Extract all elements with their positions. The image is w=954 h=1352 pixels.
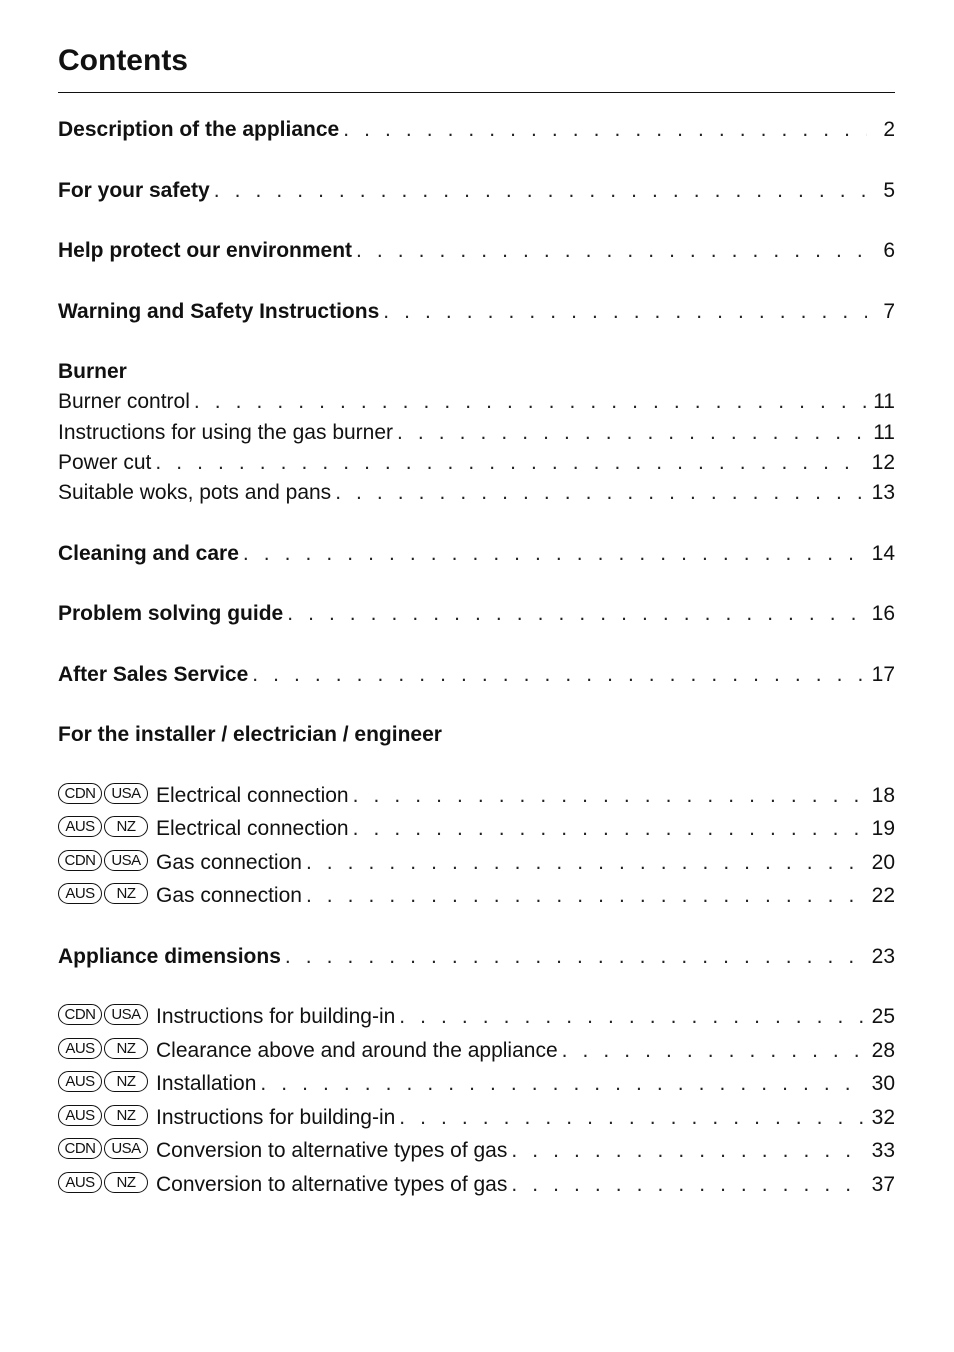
- country-badges: [58, 883, 148, 904]
- country-badges: [58, 1071, 148, 1092]
- toc-entry-label: Electrical connection: [156, 817, 349, 840]
- dot-leader: [335, 478, 865, 508]
- toc-entry-appliance-dimensions[interactable]: [58, 942, 895, 972]
- country-badge-nz: NZ: [104, 816, 148, 837]
- country-badges: [58, 1004, 148, 1025]
- country-badge-cdn: CDN: [58, 783, 102, 804]
- dot-leader: [155, 448, 865, 478]
- toc-entry-electrical-cdn-usa[interactable]: [58, 781, 895, 811]
- toc-entry-label: Problem solving guide: [58, 602, 284, 625]
- dot-leader: [252, 660, 865, 690]
- country-badge-usa: USA: [104, 850, 148, 871]
- toc-entry-label: Installation: [156, 1072, 257, 1095]
- toc-entry-label: Electrical connection: [156, 784, 349, 807]
- toc-entry-safety[interactable]: [58, 176, 895, 206]
- dot-leader: [243, 539, 866, 569]
- toc-page-number: 18: [871, 784, 895, 807]
- country-badge-nz: NZ: [104, 1038, 148, 1059]
- toc-page-number: 25: [871, 1005, 895, 1028]
- country-badges: [58, 850, 148, 871]
- toc-entry-label: Appliance dimensions: [58, 945, 281, 968]
- dot-leader: [383, 297, 867, 327]
- toc-page-number: 37: [871, 1173, 895, 1196]
- country-badge-cdn: CDN: [58, 1004, 102, 1025]
- country-badge-nz: NZ: [104, 1071, 148, 1092]
- toc-entry-conversion-cdn-usa[interactable]: [58, 1136, 895, 1166]
- toc-entry-label: For your safety: [58, 179, 210, 202]
- toc-page-number: 30: [871, 1072, 895, 1095]
- toc-entry-label: Instructions for building-in: [156, 1005, 396, 1028]
- toc-entry-electrical-aus-nz[interactable]: [58, 814, 895, 844]
- toc-page-number: 32: [871, 1106, 895, 1129]
- toc-entry-label: Help protect our environment: [58, 239, 353, 262]
- country-badge-aus: AUS: [58, 883, 102, 904]
- toc-page-number: 2: [883, 118, 895, 141]
- dot-leader: [511, 1136, 865, 1166]
- toc-entry-gas-burner-instructions[interactable]: [58, 418, 895, 448]
- toc-entry-conversion-aus-nz[interactable]: [58, 1170, 895, 1200]
- toc-page-number: 11: [873, 390, 895, 413]
- toc-entry-label: Instructions for using the gas burner: [58, 421, 394, 444]
- toc-entry-clearance-aus-nz[interactable]: [58, 1036, 895, 1066]
- dot-leader: [343, 115, 867, 145]
- toc-entry-building-in-cdn-usa[interactable]: [58, 1002, 895, 1032]
- dot-leader: [399, 1002, 865, 1032]
- country-badge-aus: AUS: [58, 1172, 102, 1193]
- toc-entry-label: Warning and Safety Instructions: [58, 300, 380, 323]
- toc-entry-problem-solving[interactable]: [58, 599, 895, 629]
- page-title: Contents: [58, 44, 188, 77]
- toc-entry-gas-cdn-usa[interactable]: [58, 848, 895, 878]
- country-badge-cdn: CDN: [58, 1138, 102, 1159]
- toc-entry-label: Gas connection: [156, 851, 302, 874]
- dot-leader: [306, 848, 866, 878]
- section-heading-installer: For the installer / electrician / engineer: [58, 723, 442, 746]
- toc-entry-warning[interactable]: [58, 297, 895, 327]
- toc-entry-label: Conversion to alternative types of gas: [156, 1139, 508, 1162]
- dot-leader: [399, 1103, 865, 1133]
- toc-page-number: 19: [871, 817, 895, 840]
- country-badge-nz: NZ: [104, 1105, 148, 1126]
- toc-entry-installation-aus-nz[interactable]: [58, 1069, 895, 1099]
- dot-leader: [285, 942, 866, 972]
- country-badge-cdn: CDN: [58, 850, 102, 871]
- dot-leader: [214, 176, 867, 206]
- toc-entry-label: Clearance above and around the appliance: [156, 1039, 558, 1062]
- toc-entry-gas-aus-nz[interactable]: [58, 881, 895, 911]
- toc-entry-burner-control[interactable]: [58, 387, 895, 417]
- toc-entry-label: Power cut: [58, 451, 152, 474]
- toc-entry-label: Burner control: [58, 390, 190, 413]
- country-badge-nz: NZ: [104, 1172, 148, 1193]
- toc-page-number: 17: [871, 663, 895, 686]
- dot-leader: [194, 387, 867, 417]
- country-badge-usa: USA: [104, 1138, 148, 1159]
- dot-leader: [287, 599, 865, 629]
- toc-entry-label: Conversion to alternative types of gas: [156, 1173, 508, 1196]
- toc-page-number: 23: [871, 945, 895, 968]
- toc-page-number: 12: [871, 451, 895, 474]
- dot-leader: [397, 418, 867, 448]
- toc-entry-label: Suitable woks, pots and pans: [58, 481, 332, 504]
- dot-leader: [511, 1170, 865, 1200]
- toc-entry-label: Instructions for building-in: [156, 1106, 396, 1129]
- country-badge-usa: USA: [104, 783, 148, 804]
- dot-leader: [260, 1069, 865, 1099]
- toc-page-number: 33: [871, 1139, 895, 1162]
- toc-entry-suitable-woks[interactable]: [58, 478, 895, 508]
- toc-entry-environment[interactable]: [58, 236, 895, 266]
- toc-entry-power-cut[interactable]: [58, 448, 895, 478]
- dot-leader: [306, 881, 866, 911]
- country-badges: [58, 1038, 148, 1059]
- country-badge-aus: AUS: [58, 1038, 102, 1059]
- toc-page-number: 16: [871, 602, 895, 625]
- country-badge-nz: NZ: [104, 883, 148, 904]
- dot-leader: [356, 236, 867, 266]
- title-divider: [58, 92, 895, 93]
- toc-page-number: 28: [871, 1039, 895, 1062]
- toc-entry-label: Description of the appliance: [58, 118, 340, 141]
- toc-page-number: 6: [883, 239, 895, 262]
- toc-page-number: 7: [883, 300, 895, 323]
- country-badges: [58, 1105, 148, 1126]
- country-badges: [58, 1172, 148, 1193]
- country-badges: [58, 1138, 148, 1159]
- toc-page-number: 13: [871, 481, 895, 504]
- country-badge-usa: USA: [104, 1004, 148, 1025]
- toc-page-number: 22: [871, 884, 895, 907]
- country-badge-aus: AUS: [58, 816, 102, 837]
- toc-entry-after-sales[interactable]: [58, 660, 895, 690]
- toc-page-number: 20: [871, 851, 895, 874]
- toc-page-number: 11: [873, 421, 895, 444]
- country-badge-aus: AUS: [58, 1105, 102, 1126]
- toc-entry-building-in-aus-nz[interactable]: [58, 1103, 895, 1133]
- toc-entry-description[interactable]: [58, 115, 895, 145]
- toc-entry-label: Gas connection: [156, 884, 302, 907]
- toc-page-number: 5: [883, 179, 895, 202]
- toc-entry-label: After Sales Service: [58, 663, 249, 686]
- country-badges: [58, 816, 148, 837]
- dot-leader: [562, 1036, 866, 1066]
- country-badge-aus: AUS: [58, 1071, 102, 1092]
- section-heading-burner: Burner: [58, 360, 127, 383]
- toc-entry-label: Cleaning and care: [58, 542, 239, 565]
- toc-entry-cleaning[interactable]: [58, 539, 895, 569]
- toc-page-number: 14: [871, 542, 895, 565]
- country-badges: [58, 783, 148, 804]
- dot-leader: [353, 814, 866, 844]
- dot-leader: [353, 781, 866, 811]
